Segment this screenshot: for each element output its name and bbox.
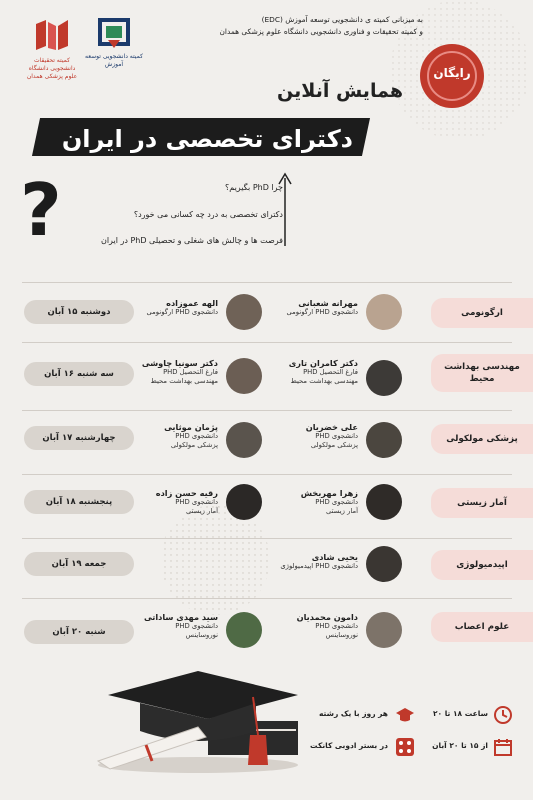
field-badge [431,424,533,454]
hosted-line-1: به میزبانی کمیته ی دانشجویی توسعه آموزش (EDC) [261,15,423,24]
speaker-title: پزشکی مولکولی [170,441,218,449]
speaker-photo [226,358,262,394]
row-divider [22,538,512,539]
session-day: شنبه ۲۰ آبان [24,620,134,644]
session-day: پنجشنبه ۱۸ آبان [24,490,134,514]
hosted-by [93,14,423,38]
speaker-title: آمار زیستی [326,507,358,515]
speaker-photo [366,612,402,648]
speaker-name: پژمان موثایی [164,422,218,432]
question-1: چرا PhD بگیریم؟ [225,183,283,192]
speaker-title: نوروساینس [325,631,358,639]
graduation-cap-icon [395,705,415,725]
speaker-name: مهرانه شعبانی [298,298,358,308]
speaker-card [123,358,218,386]
question-2: دکترای تخصصی به درد چه کسانی می خورد؟ [133,210,283,219]
field-badge [431,488,533,518]
question-3: فرصت ها و چالش های شغلی و تحصیلی PhD در ایران [100,236,283,245]
speaker-name: رقیه حسن زاده [155,488,218,498]
speaker-name: الهه عموزاده [166,298,218,308]
speaker-title: پزشکی مولکولی [310,441,358,449]
speaker-card [248,358,358,386]
session-day: سه شنبه ۱۶ آبان [24,362,134,386]
field-badge [431,612,533,642]
speaker-title: دانشجوی PHD [315,432,358,440]
speaker-title: دانشجوی PHD اپیدمیولوژی [280,562,358,570]
speaker-name: دکتر کامران تاری [288,358,358,368]
speaker-title: فارغ التحصیل PHD [303,368,358,376]
speaker-photo [226,484,262,520]
dates-text: از ۱۵ تا ۲۰ آبان [432,741,488,750]
field-badge [431,550,533,580]
speaker-title: دانشجوی PHD [315,622,358,630]
speaker-card [248,488,358,516]
speaker-name: علی خضریان [305,422,358,432]
speaker-photo [366,422,402,458]
speaker-card [248,422,358,450]
books-logo-icon [32,16,72,54]
speaker-photo [366,484,402,520]
field-label: ارگونومی [461,308,503,318]
event-subtitle: همایش آنلاین [277,80,403,102]
session-day: جمعه ۱۹ آبان [24,552,134,576]
speaker-card [123,488,218,516]
session-day: دوشنبه ۱۵ آبان [24,300,134,324]
speaker-title: دانشجوی PHD [175,432,218,440]
speaker-photo [226,422,262,458]
speaker-photo [366,360,402,396]
event-title: دکترای تخصصی در ایران [61,125,353,153]
hosted-line-2: و کمیته تحقیقات و فناوری دانشجویی دانشگاه علوم پزشکی همدان [219,27,423,36]
speaker-title: نوروساینس [185,631,218,639]
field-badge [431,354,533,392]
session-day: چهارشنبه ۱۷ آبان [24,426,134,450]
speaker-title: دانشجوی PHD ارگونومی [286,308,358,316]
field-label: آمار زیستی [457,498,507,508]
free-stamp [418,42,486,110]
speaker-title: دانشجوی PHD [315,498,358,506]
clock-icon [493,705,513,725]
speaker-card [248,298,358,317]
speaker-photo [226,294,262,330]
speaker-title: دانشجوی PHD ارگونومی [146,308,218,316]
speaker-name: دکتر سونیا چاوشی [141,358,218,368]
field-label: علوم اعصاب [454,622,510,632]
speaker-name: زهرا مهربخش [300,488,358,498]
daily-text: هر روز با یک رشته [318,709,388,718]
stamp-label: رایگان [433,66,471,80]
row-divider [22,410,512,411]
field-label: اپیدمیولوژی [456,560,508,570]
speaker-photo [366,294,402,330]
speaker-photo [226,612,262,648]
research-committee-logo [22,16,82,81]
edc-logo-text: کمیته دانشجویی توسعه آموزش [85,53,143,68]
speaker-title: مهندسی بهداشت محیط [290,377,358,385]
speaker-name: یحیی شادی [311,552,358,562]
row-divider [22,282,512,283]
platform-text: در بستر ادوبی کانکت [310,741,388,750]
time-text: ساعت ۱۸ تا ۲۰ [432,709,488,718]
field-badge [431,298,533,328]
speaker-card [238,552,358,571]
row-divider [22,342,512,343]
calendar-icon [493,737,513,757]
row-divider [22,474,512,475]
speaker-title: مهندسی بهداشت محیط [150,377,218,385]
speaker-title: دانشجوی PHD [175,622,218,630]
speaker-title: دانشجوی PHD [175,498,218,506]
speaker-name: سید مهدی ساداتی [143,612,218,622]
network-icon [395,737,415,757]
speaker-title: فارغ التحصیل PHD [163,368,218,376]
speaker-card [123,422,218,450]
speaker-card [248,612,358,640]
row-divider [22,598,512,599]
field-label: پزشکی مولکولی [446,434,518,444]
field-label: مهندسی بهداشت محیط [444,362,520,384]
speaker-photo [366,546,402,582]
speaker-card [123,298,218,317]
question-mark-icon: ? [20,168,62,252]
footer-info [0,695,533,765]
speaker-name: دامون محمدیان [296,612,358,622]
research-committee-text: کمیته تحقیقات دانشجویی دانشگاه علوم پزشکی همدان [26,57,78,80]
speaker-title: آمار زیستی [186,507,218,515]
